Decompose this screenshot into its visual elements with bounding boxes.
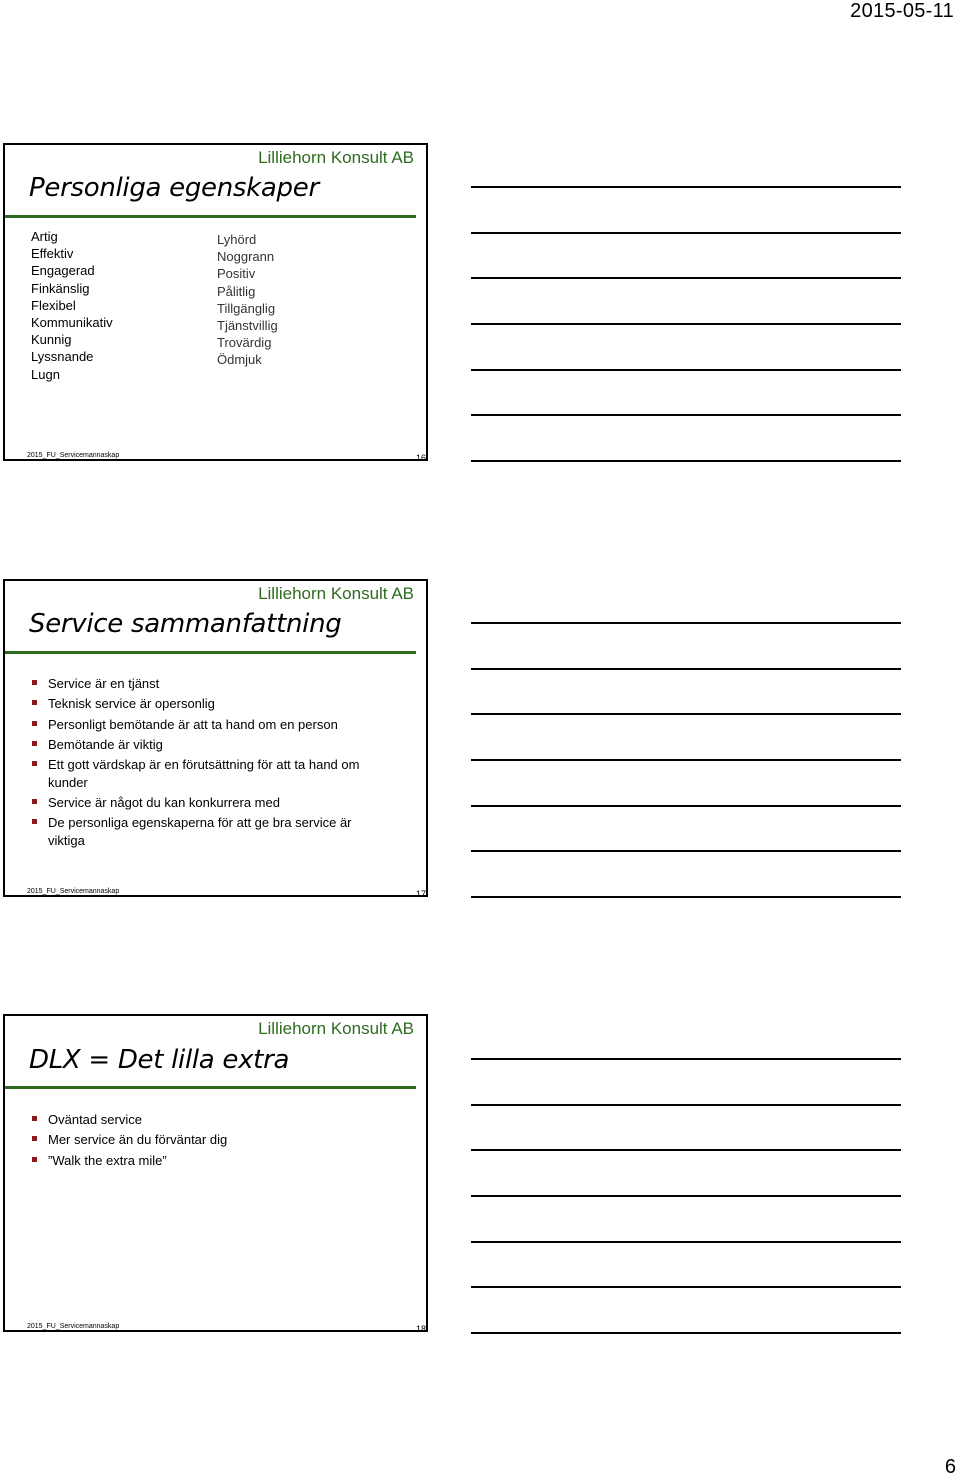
note-line [471,896,901,898]
bullet-list [31,1111,381,1172]
slide-title: Personliga egenskaper [29,173,319,203]
bullet-item: Ett gott värdskap är en förutsättning för att ta hand om kunder [31,756,368,791]
slide-16 [3,143,428,461]
note-line [471,668,901,670]
note-line [471,460,901,462]
traits-left-column [31,228,113,383]
title-rule [5,651,416,654]
slide-title: Service sammanfattning [29,609,342,639]
page-date: 2015-05-11 [850,0,954,22]
trait-item: Positiv [217,266,256,282]
note-line [471,186,901,188]
trait-item: Trovärdig [217,335,272,351]
title-rule [5,215,416,218]
bullet-item: ”Walk the extra mile” [31,1152,381,1170]
slide-18 [3,1014,428,1332]
bullet-item: Bemötande är viktig [31,736,381,754]
company-name: Lilliehorn Konsult AB [258,1019,414,1038]
note-line [471,1286,901,1288]
slide-footer: 2015_FU_Servicemannaskap [27,1323,120,1330]
bullet-item: De personliga egenskaperna för att ge bra service är viktiga [31,814,358,849]
trait-item: Tjänstvillig [217,318,278,334]
bullet-list [31,675,381,852]
trait-item: Ödmjuk [217,352,262,368]
note-line [471,1195,901,1197]
trait-item: Lyhörd [217,232,257,247]
trait-item: Artig [31,229,58,244]
page-number: 6 [944,1456,956,1478]
bullet-item: Mer service än du förväntar dig [31,1131,381,1149]
note-line [471,232,901,234]
trait-item: Engagerad [31,263,95,279]
trait-item: Pålitlig [217,283,256,299]
slide-number: 16 [415,453,426,463]
trait-item: Noggrann [217,249,275,265]
trait-item: Kommunikativ [31,315,113,331]
slide-17 [3,579,428,897]
note-line [471,369,901,371]
bullet-item: Oväntad service [31,1111,381,1129]
slide-number: 18 [415,1324,426,1334]
slide-footer: 2015_FU_Servicemannaskap [27,888,120,895]
bullet-item: Service är en tjänst [31,675,381,693]
note-line [471,323,901,325]
note-line [471,850,901,852]
slide-title: DLX = Det lilla extra [29,1045,290,1075]
trait-item: Flexibel [31,297,76,313]
trait-item: Lyssnande [31,349,94,365]
note-line [471,414,901,416]
bullet-item: Personligt bemötande är att ta hand om en person [31,716,381,734]
note-line [471,713,901,715]
note-line [471,759,901,761]
note-line [471,622,901,624]
trait-item: Tillgänglig [217,300,276,316]
trait-item: Lugn [31,366,60,382]
company-name: Lilliehorn Konsult AB [258,584,414,603]
trait-item: Finkänslig [31,280,90,296]
slide-footer: 2015_FU_Servicemannaskap [27,452,120,459]
bullet-item: Service är något du kan konkurrera med [31,794,381,812]
note-line [471,1058,901,1060]
note-line [471,1332,901,1334]
slide-number: 17 [415,889,426,899]
trait-item: Kunnig [31,332,72,348]
note-line [471,1149,901,1151]
trait-item: Effektiv [31,246,74,262]
traits-right-column [217,231,278,369]
note-line [471,1241,901,1243]
company-name: Lilliehorn Konsult AB [258,148,414,167]
note-line [471,805,901,807]
note-line [471,277,901,279]
title-rule [5,1086,416,1089]
note-line [471,1104,901,1106]
bullet-item: Teknisk service är opersonlig [31,695,381,713]
